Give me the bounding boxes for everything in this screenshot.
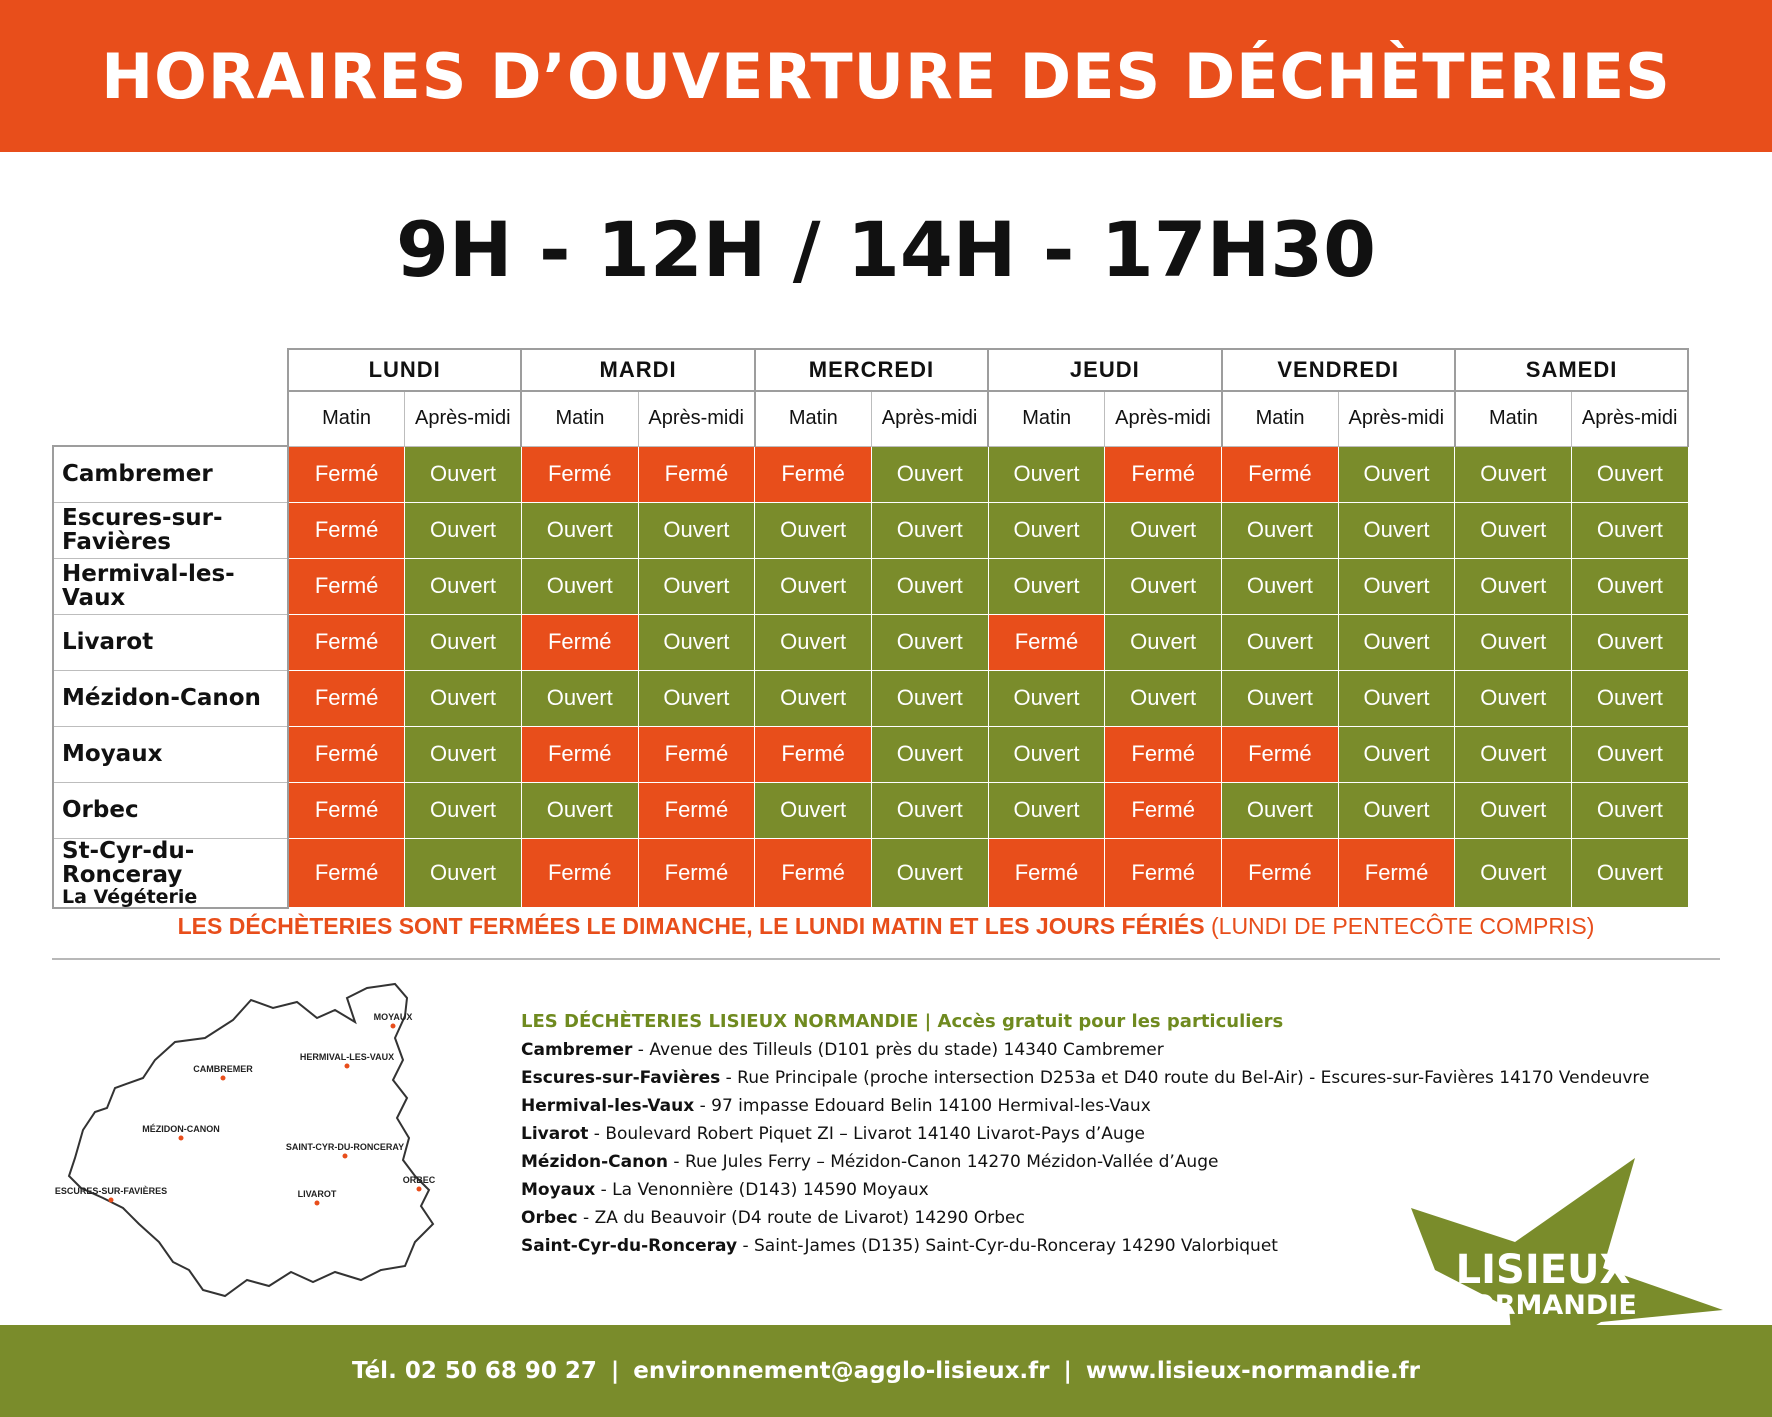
site-name: [53, 838, 288, 908]
table-row: [53, 558, 1688, 614]
site-name: [53, 782, 288, 838]
status-open: Ouvert: [1572, 726, 1689, 782]
status-open: Ouvert: [988, 446, 1105, 502]
status-closed: Fermé: [521, 446, 638, 502]
status-closed: Fermé: [638, 446, 755, 502]
table-row: [53, 726, 1688, 782]
addresses-title: LES DÉCHÈTERIES LISIEUX NORMANDIE | Accès gratuit pour les particuliers: [521, 1011, 1284, 1032]
status-open: Ouvert: [405, 614, 522, 670]
footer-separator: |: [610, 1358, 620, 1384]
status-open: Ouvert: [638, 670, 755, 726]
footer-website[interactable]: www.lisieux-normandie.fr: [1085, 1358, 1421, 1384]
status-open: Ouvert: [988, 726, 1105, 782]
site-name-label: Orbec: [62, 797, 139, 823]
status-closed: Fermé: [521, 838, 638, 908]
status-open: Ouvert: [1338, 446, 1455, 502]
map-label-orbec: ORBEC: [402, 1175, 436, 1185]
status-open: Ouvert: [405, 726, 522, 782]
site-name: [53, 446, 288, 502]
day-header-mardi: MARDI: [521, 349, 754, 391]
status-open: Ouvert: [1455, 782, 1572, 838]
footer-email[interactable]: environnement@agglo-lisieux.fr: [633, 1358, 1050, 1384]
site-subname: La Végéterie: [62, 885, 198, 908]
status-open: Ouvert: [1338, 614, 1455, 670]
site-name-label: St-Cyr-du-Ronceray: [62, 837, 195, 888]
status-open: Ouvert: [1338, 726, 1455, 782]
status-closed: Fermé: [288, 502, 405, 558]
subheader-matin: Matin: [1455, 391, 1572, 446]
divider: [52, 958, 1720, 960]
subheader-apres-midi: Après-midi: [1105, 391, 1222, 446]
title-banner: [0, 0, 1772, 152]
status-closed: Fermé: [755, 446, 872, 502]
map-pin-mezidon: [179, 1136, 184, 1141]
status-open: Ouvert: [988, 782, 1105, 838]
status-open: Ouvert: [405, 838, 522, 908]
map-pin-moyaux: [391, 1024, 396, 1029]
address-text: - 97 impasse Edouard Belin 14100 Hermival-les-Vaux: [694, 1096, 1151, 1116]
status-open: Ouvert: [1338, 670, 1455, 726]
address-text: - Rue Principale (proche intersection D253a et D40 route du Bel-Air) - Escures-sur-Favières 14170 Vendeuvre: [720, 1068, 1650, 1088]
status-closed: Fermé: [1105, 838, 1222, 908]
address-site-name: Livarot: [521, 1124, 589, 1144]
logo-normandie: NORMANDIE: [1449, 1290, 1637, 1321]
status-open: Ouvert: [405, 558, 522, 614]
map-pin-saintcyr: [343, 1154, 348, 1159]
table-row: [53, 614, 1688, 670]
status-open: Ouvert: [1572, 502, 1689, 558]
address-text: - ZA du Beauvoir (D4 route de Livarot) 14290 Orbec: [577, 1208, 1025, 1228]
status-open: Ouvert: [1105, 614, 1222, 670]
status-open: Ouvert: [871, 558, 988, 614]
status-open: Ouvert: [521, 502, 638, 558]
status-open: Ouvert: [1105, 558, 1222, 614]
footer-separator: |: [1063, 1358, 1072, 1384]
map-label-escures: ESCURES-SUR-FAVIÈRES: [55, 1186, 168, 1196]
status-closed: Fermé: [288, 446, 405, 502]
status-open: Ouvert: [1222, 558, 1339, 614]
map-pin-orbec: [417, 1187, 422, 1192]
page-title: HORAIRES D’OUVERTURE DES DÉCHÈTERIES: [101, 39, 1671, 113]
status-open: Ouvert: [1455, 502, 1572, 558]
status-open: Ouvert: [755, 558, 872, 614]
status-closed: Fermé: [521, 726, 638, 782]
status-open: Ouvert: [638, 614, 755, 670]
status-open: Ouvert: [1455, 558, 1572, 614]
site-name-label: Escures-sur-Favières: [62, 505, 223, 555]
status-open: Ouvert: [1338, 558, 1455, 614]
status-open: Ouvert: [988, 670, 1105, 726]
subheader-matin: Matin: [288, 391, 405, 446]
site-name-label: Cambremer: [62, 461, 213, 488]
status-open: Ouvert: [1572, 446, 1689, 502]
subheader-matin: Matin: [1222, 391, 1339, 446]
status-open: Ouvert: [1455, 838, 1572, 908]
map-label-livarot: LIVAROT: [297, 1189, 337, 1199]
map-pin-cambremer: [221, 1076, 226, 1081]
address-line: [521, 1064, 1701, 1092]
address-line: [521, 1092, 1701, 1120]
status-open: Ouvert: [871, 670, 988, 726]
status-closed: Fermé: [288, 558, 405, 614]
status-closed: Fermé: [288, 670, 405, 726]
status-open: Ouvert: [405, 782, 522, 838]
territory-map: [55, 980, 475, 1310]
address-line: [521, 1120, 1701, 1148]
status-closed: Fermé: [1338, 838, 1455, 908]
status-open: Ouvert: [1572, 614, 1689, 670]
status-closed: Fermé: [288, 782, 405, 838]
site-name: [53, 558, 288, 614]
address-site-name: Moyaux: [521, 1180, 596, 1200]
status-open: Ouvert: [1572, 670, 1689, 726]
address-line: [521, 1036, 1701, 1064]
subheader-apres-midi: Après-midi: [1338, 391, 1455, 446]
status-open: Ouvert: [871, 726, 988, 782]
status-open: Ouvert: [871, 782, 988, 838]
status-open: Ouvert: [1105, 670, 1222, 726]
map-label-hermival: HERMIVAL-LES-VAUX: [299, 1052, 395, 1062]
opening-hours: 9H - 12H / 14H - 17H30: [396, 205, 1376, 294]
status-closed: Fermé: [1222, 838, 1339, 908]
status-open: Ouvert: [1572, 558, 1689, 614]
status-open: Ouvert: [871, 446, 988, 502]
site-name-label: Moyaux: [62, 741, 163, 767]
status-open: Ouvert: [521, 670, 638, 726]
site-name-label: Hermival-les-Vaux: [62, 561, 235, 611]
table-row: [53, 670, 1688, 726]
status-open: Ouvert: [405, 670, 522, 726]
status-open: Ouvert: [755, 502, 872, 558]
map-label-cambremer: CAMBREMER: [193, 1064, 253, 1074]
status-open: Ouvert: [521, 558, 638, 614]
address-site-name: Hermival-les-Vaux: [521, 1096, 695, 1116]
day-header-lundi: LUNDI: [288, 349, 521, 391]
status-open: Ouvert: [871, 838, 988, 908]
status-open: Ouvert: [755, 670, 872, 726]
status-closed: Fermé: [1222, 726, 1339, 782]
address-site-name: Mézidon-Canon: [521, 1152, 669, 1172]
site-name: [53, 502, 288, 558]
subheader-matin: Matin: [988, 391, 1105, 446]
map-label-moyaux: MOYAUX: [373, 1012, 413, 1022]
subheader-apres-midi: Après-midi: [871, 391, 988, 446]
status-open: Ouvert: [1455, 614, 1572, 670]
status-closed: Fermé: [288, 838, 405, 908]
table-corner: [53, 349, 288, 446]
subheader-apres-midi: Après-midi: [405, 391, 522, 446]
closure-notice-note: (LUNDI DE PENTECÔTE COMPRIS): [1211, 913, 1595, 939]
address-text: - La Venonnière (D143) 14590 Moyaux: [595, 1180, 929, 1200]
status-open: Ouvert: [1455, 446, 1572, 502]
status-open: Ouvert: [988, 502, 1105, 558]
status-open: Ouvert: [405, 446, 522, 502]
status-closed: Fermé: [638, 838, 755, 908]
footer-phone[interactable]: Tél. 02 50 68 90 27: [351, 1358, 597, 1384]
site-name-label: Livarot: [62, 629, 154, 655]
day-header-samedi: SAMEDI: [1455, 349, 1688, 391]
status-open: Ouvert: [1105, 502, 1222, 558]
status-open: Ouvert: [1222, 614, 1339, 670]
status-open: Ouvert: [988, 558, 1105, 614]
footer-bar: [0, 1325, 1772, 1417]
closure-notice-main: LES DÉCHÈTERIES SONT FERMÉES LE DIMANCHE, LE LUNDI MATIN ET LES JOURS FÉRIÉS: [177, 913, 1205, 939]
map-label-saintcyr: SAINT-CYR-DU-RONCERAY: [285, 1142, 405, 1152]
status-open: Ouvert: [1572, 838, 1689, 908]
status-open: Ouvert: [871, 502, 988, 558]
map-label-mezidon: MÉZIDON-CANON: [142, 1124, 220, 1134]
status-closed: Fermé: [1105, 446, 1222, 502]
status-open: Ouvert: [755, 614, 872, 670]
status-open: Ouvert: [638, 558, 755, 614]
status-closed: Fermé: [988, 838, 1105, 908]
status-open: Ouvert: [405, 502, 522, 558]
logo-lisieux: LISIEUX: [1455, 1247, 1631, 1293]
status-closed: Fermé: [1105, 726, 1222, 782]
site-name: [53, 670, 288, 726]
address-text: - Rue Jules Ferry – Mézidon-Canon 14270 Mézidon-Vallée d’Auge: [668, 1152, 1219, 1172]
territory-outline: [69, 984, 433, 1296]
day-header-jeudi: JEUDI: [988, 349, 1221, 391]
status-open: Ouvert: [755, 782, 872, 838]
day-header-vendredi: VENDREDI: [1222, 349, 1455, 391]
address-text: - Saint-James (D135) Saint-Cyr-du-Ronceray 14290 Valorbiquet: [737, 1236, 1278, 1256]
closure-notice: [52, 913, 1720, 940]
subheader-apres-midi: Après-midi: [1572, 391, 1689, 446]
status-open: Ouvert: [1455, 726, 1572, 782]
day-header-mercredi: MERCREDI: [755, 349, 988, 391]
address-text: - Boulevard Robert Piquet ZI – Livarot 14140 Livarot-Pays d’Auge: [588, 1124, 1145, 1144]
map-pin-hermival: [345, 1064, 350, 1069]
table-row: [53, 782, 1688, 838]
subheader-matin: Matin: [521, 391, 638, 446]
status-closed: Fermé: [638, 726, 755, 782]
address-site-name: Orbec: [521, 1208, 578, 1228]
status-open: Ouvert: [1572, 782, 1689, 838]
site-name: [53, 614, 288, 670]
subheader-apres-midi: Après-midi: [638, 391, 755, 446]
map-pin-livarot: [315, 1201, 320, 1206]
status-open: Ouvert: [1222, 782, 1339, 838]
table-row: [53, 502, 1688, 558]
site-name-label: Mézidon-Canon: [62, 685, 261, 711]
status-closed: Fermé: [1222, 446, 1339, 502]
status-open: Ouvert: [1222, 502, 1339, 558]
status-open: Ouvert: [638, 502, 755, 558]
status-closed: Fermé: [988, 614, 1105, 670]
subheader-matin: Matin: [755, 391, 872, 446]
map-pin-escures: [109, 1198, 114, 1203]
status-closed: Fermé: [638, 782, 755, 838]
address-site-name: Saint-Cyr-du-Ronceray: [521, 1236, 738, 1256]
status-open: Ouvert: [871, 614, 988, 670]
status-open: Ouvert: [521, 782, 638, 838]
table-row: [53, 446, 1688, 502]
site-name: [53, 726, 288, 782]
address-site-name: Escures-sur-Favières: [521, 1068, 721, 1088]
schedule-table: [52, 348, 1689, 909]
address-site-name: Cambremer: [521, 1040, 633, 1060]
status-open: Ouvert: [1338, 782, 1455, 838]
status-open: Ouvert: [1455, 670, 1572, 726]
table-row: [53, 838, 1688, 908]
status-closed: Fermé: [288, 614, 405, 670]
status-closed: Fermé: [755, 726, 872, 782]
status-open: Ouvert: [1338, 502, 1455, 558]
address-text: - Avenue des Tilleuls (D101 près du stade) 14340 Cambremer: [632, 1040, 1164, 1060]
status-open: Ouvert: [1222, 670, 1339, 726]
status-closed: Fermé: [288, 726, 405, 782]
status-closed: Fermé: [755, 838, 872, 908]
status-closed: Fermé: [521, 614, 638, 670]
status-closed: Fermé: [1105, 782, 1222, 838]
